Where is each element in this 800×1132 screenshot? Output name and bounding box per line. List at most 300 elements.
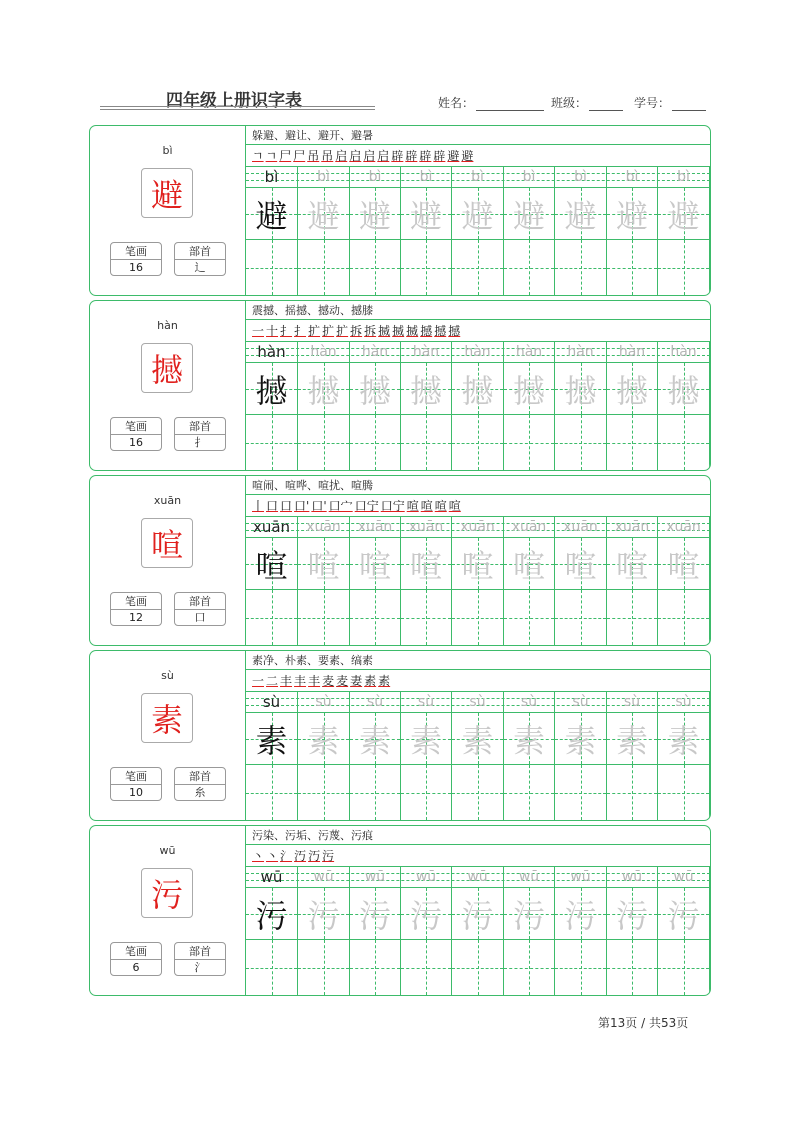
stroke-step: 妻 [350, 674, 363, 688]
radical-value: 口 [194, 611, 206, 624]
writing-cell[interactable] [246, 940, 298, 995]
pinyin-cell[interactable]: xuān [452, 517, 504, 538]
character-info-panel [90, 126, 246, 295]
tracing-cell[interactable] [658, 363, 710, 414]
pinyin-cell[interactable]: wū [350, 867, 401, 888]
radical-label: 部首 [175, 593, 225, 610]
tracing-character: 素 [512, 721, 545, 760]
writing-cell[interactable] [607, 590, 658, 645]
stroke-step: 口 [266, 499, 279, 513]
stroke-step: 扩 [322, 324, 335, 338]
pinyin-cell[interactable]: wū [504, 867, 555, 888]
pinyin-cell[interactable]: sù [452, 692, 504, 713]
character-card [89, 650, 711, 821]
writing-cell[interactable] [452, 940, 504, 995]
stroke-step: ㄱ [265, 149, 278, 163]
stroke-step: 尸 [293, 149, 306, 163]
stroke-step: ㄱ [252, 149, 264, 163]
pinyin-cell[interactable]: hàn [504, 342, 555, 363]
writing-cell[interactable] [246, 415, 298, 470]
tracing-character: 素 [409, 721, 442, 760]
tracing-cell[interactable] [401, 888, 452, 939]
writing-cell[interactable] [401, 940, 452, 995]
writing-cell[interactable] [298, 415, 350, 470]
pinyin-cell[interactable]: hàn [298, 342, 350, 363]
name-blank[interactable] [476, 110, 544, 111]
tracing-cell[interactable] [607, 363, 658, 414]
tracing-row [246, 188, 710, 240]
stroke-count-label: 笔画 [111, 768, 161, 785]
stroke-step: 撼 [420, 324, 433, 338]
stroke-step: 喧 [448, 499, 461, 513]
character-display: 素 [141, 693, 193, 743]
tracing-cell[interactable] [504, 538, 555, 589]
stroke-step: 口宁 [380, 499, 405, 513]
blank-writing-row [246, 765, 710, 820]
pinyin-cell[interactable]: xuān [246, 517, 298, 538]
tracing-character: 避 [461, 196, 494, 235]
character-info-panel [90, 826, 246, 995]
pinyin-cell[interactable]: wū [452, 867, 504, 888]
writing-cell[interactable] [658, 240, 710, 295]
stroke-step: 喧 [434, 499, 447, 513]
writing-cell[interactable] [298, 765, 350, 820]
stroke-count-box [110, 417, 162, 451]
tracing-cell[interactable] [246, 713, 298, 764]
stroke-step: 启 [349, 149, 362, 163]
tracing-row [246, 888, 710, 940]
blank-writing-row [246, 415, 710, 470]
practice-grid [246, 301, 710, 470]
stroke-step: 丶 [266, 849, 279, 863]
tracing-cell[interactable] [555, 188, 607, 239]
stroke-step: 尸 [279, 149, 292, 163]
writing-cell[interactable] [246, 240, 298, 295]
pinyin-cell[interactable]: sù [350, 692, 401, 713]
tracing-character: 素 [307, 721, 340, 760]
stroke-step: 扩 [336, 324, 349, 338]
pinyin-cell[interactable]: xuān [298, 517, 350, 538]
tracing-cell[interactable] [504, 888, 555, 939]
stroke-step: 丰 [308, 674, 321, 688]
tracing-character: 喧 [461, 546, 494, 585]
stroke-step: 启 [335, 149, 348, 163]
id-label: 学号： [634, 96, 671, 110]
stroke-step: 扌 [294, 324, 307, 338]
tracing-cell[interactable] [607, 538, 658, 589]
tracing-cell[interactable] [298, 713, 350, 764]
writing-cell[interactable] [350, 765, 401, 820]
blank-writing-row [246, 940, 710, 995]
example-words: 躲避、避让、避开、避暑 [246, 126, 710, 145]
stroke-step: 启 [363, 149, 376, 163]
tracing-character: 喧 [409, 546, 442, 585]
tracing-character: 撼 [358, 371, 391, 410]
writing-cell[interactable] [246, 765, 298, 820]
radical-value: 氵 [194, 961, 206, 974]
pinyin-cell[interactable]: sù [504, 692, 555, 713]
tracing-cell[interactable] [555, 713, 607, 764]
stroke-step: 一 [252, 324, 265, 338]
tracing-cell[interactable] [350, 538, 401, 589]
character-display: 撼 [141, 343, 193, 393]
stroke-count-box [110, 942, 162, 976]
stroke-order [246, 495, 710, 517]
character-info-panel [90, 476, 246, 645]
pinyin-cell[interactable]: hàn [658, 342, 710, 363]
tracing-character: 污 [358, 896, 391, 935]
pinyin-row [246, 692, 710, 713]
writing-cell[interactable] [452, 240, 504, 295]
writing-cell[interactable] [607, 240, 658, 295]
tracing-character: 素 [255, 721, 288, 760]
tracing-cell[interactable] [350, 188, 401, 239]
tracing-character: 撼 [255, 371, 288, 410]
radical-label: 部首 [175, 943, 225, 960]
stroke-order [246, 845, 710, 867]
radical-value: 扌 [194, 436, 206, 449]
character-card [89, 125, 711, 296]
stroke-count-value: 16 [129, 261, 143, 274]
writing-cell[interactable] [504, 940, 555, 995]
writing-cell[interactable] [298, 940, 350, 995]
stroke-step: 麦 [322, 674, 335, 688]
pinyin-cell[interactable]: xuān [555, 517, 607, 538]
character-display: 喧 [141, 518, 193, 568]
stroke-step: 搣 [406, 324, 419, 338]
tracing-cell[interactable] [298, 188, 350, 239]
pinyin-cell[interactable]: hàn [555, 342, 607, 363]
writing-cell[interactable] [504, 240, 555, 295]
radical-box [174, 942, 226, 976]
stroke-step: 避 [447, 149, 460, 163]
pinyin-cell[interactable]: wū [607, 867, 658, 888]
radical-value: 辶 [194, 261, 206, 274]
tracing-character: 撼 [307, 371, 340, 410]
tracing-cell[interactable] [350, 888, 401, 939]
tracing-row [246, 713, 710, 765]
stroke-step: 十 [266, 324, 279, 338]
pinyin-cell[interactable]: bì [298, 167, 350, 188]
tracing-cell[interactable] [298, 538, 350, 589]
tracing-cell[interactable] [246, 538, 298, 589]
example-words: 震撼、摇撼、撼动、撼膝 [246, 301, 710, 320]
class-field[interactable] [551, 94, 623, 111]
character-display: 避 [141, 168, 193, 218]
stroke-step: 丨 [252, 499, 265, 513]
stroke-count-box [110, 767, 162, 801]
tracing-cell[interactable] [246, 188, 298, 239]
stroke-step: 汅 [294, 849, 307, 863]
pinyin-cell[interactable]: bì [246, 167, 298, 188]
stroke-step: 口宀 [328, 499, 353, 513]
tracing-character: 撼 [461, 371, 494, 410]
title-underline-2 [100, 109, 375, 110]
writing-cell[interactable] [607, 765, 658, 820]
stroke-order [246, 145, 710, 167]
tracing-cell[interactable] [452, 888, 504, 939]
stroke-step: 撼 [434, 324, 447, 338]
tracing-character: 喧 [564, 546, 597, 585]
writing-cell[interactable] [350, 240, 401, 295]
character-card [89, 475, 711, 646]
pinyin-cell[interactable]: wū [401, 867, 452, 888]
writing-cell[interactable] [658, 590, 710, 645]
writing-cell[interactable] [401, 415, 452, 470]
tracing-cell[interactable] [555, 363, 607, 414]
tracing-cell[interactable] [298, 363, 350, 414]
tracing-cell[interactable] [452, 188, 504, 239]
writing-cell[interactable] [555, 415, 607, 470]
character-pinyin: sù [161, 669, 174, 682]
writing-cell[interactable] [350, 590, 401, 645]
writing-cell[interactable] [350, 940, 401, 995]
stroke-step: 搣 [392, 324, 405, 338]
writing-cell[interactable] [504, 765, 555, 820]
tracing-character: 污 [409, 896, 442, 935]
pinyin-cell[interactable]: bì [452, 167, 504, 188]
stroke-step: 吊 [307, 149, 320, 163]
tracing-cell[interactable] [298, 888, 350, 939]
stroke-count-value: 6 [132, 961, 140, 974]
tracing-cell[interactable] [246, 363, 298, 414]
example-words: 素净、朴素、要素、缟素 [246, 651, 710, 670]
tracing-cell[interactable] [452, 538, 504, 589]
pinyin-cell[interactable]: bì [504, 167, 555, 188]
pinyin-cell[interactable]: wū [246, 867, 298, 888]
pinyin-cell[interactable]: xuān [607, 517, 658, 538]
id-field[interactable] [634, 94, 706, 111]
name-label: 姓名： [438, 96, 475, 110]
stroke-step: 搣 [378, 324, 391, 338]
stroke-count-box [110, 592, 162, 626]
stroke-count-value: 12 [129, 611, 143, 624]
writing-cell[interactable] [298, 240, 350, 295]
practice-grid [246, 651, 710, 820]
tracing-character: 污 [307, 896, 340, 935]
stroke-step: 二 [266, 674, 279, 688]
writing-cell[interactable] [452, 590, 504, 645]
pinyin-cell[interactable]: xuān [350, 517, 401, 538]
pinyin-cell[interactable]: bì [401, 167, 452, 188]
tracing-cell[interactable] [452, 713, 504, 764]
tracing-character: 污 [512, 896, 545, 935]
pinyin-cell[interactable]: xuān [401, 517, 452, 538]
writing-cell[interactable] [401, 590, 452, 645]
tracing-character: 喧 [358, 546, 391, 585]
character-info-panel [90, 651, 246, 820]
tracing-character: 污 [615, 896, 648, 935]
tracing-cell[interactable] [607, 713, 658, 764]
radical-box [174, 592, 226, 626]
tracing-cell[interactable] [246, 888, 298, 939]
tracing-cell[interactable] [401, 538, 452, 589]
pinyin-cell[interactable]: hàn [246, 342, 298, 363]
tracing-character: 污 [461, 896, 494, 935]
tracing-character: 撼 [512, 371, 545, 410]
pinyin-cell[interactable]: sù [658, 692, 710, 713]
stroke-step: 口' [294, 499, 310, 513]
tracing-cell[interactable] [504, 188, 555, 239]
stroke-step: 辟 [419, 149, 432, 163]
practice-grid [246, 476, 710, 645]
name-field[interactable] [438, 94, 544, 111]
id-blank[interactable] [672, 110, 706, 111]
tracing-cell[interactable] [452, 363, 504, 414]
pinyin-cell[interactable]: hàn [607, 342, 658, 363]
writing-cell[interactable] [401, 765, 452, 820]
tracing-character: 避 [564, 196, 597, 235]
example-words: 喧闹、喧哗、喧扰、喧腾 [246, 476, 710, 495]
tracing-character: 避 [307, 196, 340, 235]
pinyin-cell[interactable]: hàn [401, 342, 452, 363]
tracing-character: 素 [667, 721, 700, 760]
tracing-character: 素 [461, 721, 494, 760]
stroke-step: 汅 [308, 849, 321, 863]
tracing-cell[interactable] [658, 538, 710, 589]
tracing-character: 污 [564, 896, 597, 935]
stroke-step: 污 [322, 849, 335, 863]
character-card [89, 825, 711, 996]
tracing-cell[interactable] [350, 363, 401, 414]
pinyin-cell[interactable]: bì [607, 167, 658, 188]
tracing-cell[interactable] [607, 188, 658, 239]
writing-cell[interactable] [555, 940, 607, 995]
stroke-step: 一 [252, 674, 265, 688]
writing-cell[interactable] [555, 765, 607, 820]
tracing-cell[interactable] [555, 888, 607, 939]
pinyin-cell[interactable]: bì [350, 167, 401, 188]
stroke-step: 拆 [364, 324, 377, 338]
radical-value: 糸 [194, 786, 206, 799]
character-pinyin: xuān [153, 494, 182, 507]
writing-cell[interactable] [452, 765, 504, 820]
stroke-step: 口 [280, 499, 293, 513]
tracing-cell[interactable] [504, 363, 555, 414]
pinyin-cell[interactable]: sù [298, 692, 350, 713]
stroke-order [246, 670, 710, 692]
tracing-character: 喧 [255, 546, 288, 585]
writing-cell[interactable] [350, 415, 401, 470]
character-pinyin: hàn [157, 319, 178, 332]
writing-cell[interactable] [607, 415, 658, 470]
tracing-cell[interactable] [401, 188, 452, 239]
stroke-step: 避 [461, 149, 474, 163]
pinyin-cell[interactable]: wū [658, 867, 710, 888]
stroke-step: 喧 [420, 499, 433, 513]
pinyin-row [246, 342, 710, 363]
stroke-count-label: 笔画 [111, 243, 161, 260]
tracing-cell[interactable] [401, 713, 452, 764]
writing-cell[interactable] [658, 765, 710, 820]
stroke-step: 扌 [280, 324, 293, 338]
writing-cell[interactable] [555, 240, 607, 295]
tracing-character: 撼 [615, 371, 648, 410]
pinyin-cell[interactable]: hàn [452, 342, 504, 363]
tracing-cell[interactable] [504, 713, 555, 764]
tracing-character: 污 [667, 896, 700, 935]
writing-cell[interactable] [504, 590, 555, 645]
stroke-count-label: 笔画 [111, 593, 161, 610]
pinyin-cell[interactable]: sù [555, 692, 607, 713]
stroke-step: 启 [377, 149, 390, 163]
tracing-character: 喧 [307, 546, 340, 585]
pinyin-cell[interactable]: wū [555, 867, 607, 888]
pinyin-cell[interactable]: bì [555, 167, 607, 188]
writing-cell[interactable] [401, 240, 452, 295]
writing-cell[interactable] [246, 590, 298, 645]
writing-cell[interactable] [452, 415, 504, 470]
tracing-cell[interactable] [658, 188, 710, 239]
stroke-count-value: 16 [129, 436, 143, 449]
writing-cell[interactable] [658, 415, 710, 470]
example-words: 污染、污垢、污蔑、污痕 [246, 826, 710, 845]
tracing-cell[interactable] [555, 538, 607, 589]
tracing-cell[interactable] [658, 888, 710, 939]
class-blank[interactable] [589, 110, 623, 111]
tracing-character: 避 [255, 196, 288, 235]
tracing-cell[interactable] [658, 713, 710, 764]
pinyin-cell[interactable]: bì [658, 167, 710, 188]
tracing-cell[interactable] [401, 363, 452, 414]
blank-writing-row [246, 590, 710, 645]
pinyin-cell[interactable]: sù [401, 692, 452, 713]
pinyin-cell[interactable]: hàn [350, 342, 401, 363]
tracing-character: 素 [615, 721, 648, 760]
tracing-cell[interactable] [350, 713, 401, 764]
pinyin-cell[interactable]: xuān [658, 517, 710, 538]
tracing-character: 撼 [564, 371, 597, 410]
stroke-step: 麦 [336, 674, 349, 688]
radical-box [174, 242, 226, 276]
pinyin-cell[interactable]: xuān [504, 517, 555, 538]
stroke-step: 氵 [280, 849, 293, 863]
character-pinyin: bì [162, 144, 173, 157]
writing-cell[interactable] [504, 415, 555, 470]
pinyin-cell[interactable]: wū [298, 867, 350, 888]
writing-cell[interactable] [555, 590, 607, 645]
stroke-step: 辟 [405, 149, 418, 163]
practice-grid [246, 126, 710, 295]
tracing-character: 喧 [512, 546, 545, 585]
class-label: 班级： [551, 96, 588, 110]
practice-grid [246, 826, 710, 995]
radical-label: 部首 [175, 418, 225, 435]
tracing-row [246, 363, 710, 415]
tracing-character: 避 [667, 196, 700, 235]
page-title: 四年级上册识字表 [166, 91, 302, 111]
title-underline [100, 106, 375, 107]
writing-cell[interactable] [658, 940, 710, 995]
pinyin-row [246, 167, 710, 188]
pinyin-cell[interactable]: sù [246, 692, 298, 713]
writing-cell[interactable] [607, 940, 658, 995]
pinyin-cell[interactable]: sù [607, 692, 658, 713]
character-card [89, 300, 711, 471]
stroke-step: 丰 [294, 674, 307, 688]
blank-writing-row [246, 240, 710, 295]
stroke-count-label: 笔画 [111, 418, 161, 435]
tracing-cell[interactable] [607, 888, 658, 939]
radical-label: 部首 [175, 243, 225, 260]
writing-cell[interactable] [298, 590, 350, 645]
stroke-step: 辟 [433, 149, 446, 163]
stroke-order [246, 320, 710, 342]
stroke-step: 拆 [350, 324, 363, 338]
radical-label: 部首 [175, 768, 225, 785]
stroke-step: 丶 [252, 849, 265, 863]
stroke-count-value: 10 [129, 786, 143, 799]
